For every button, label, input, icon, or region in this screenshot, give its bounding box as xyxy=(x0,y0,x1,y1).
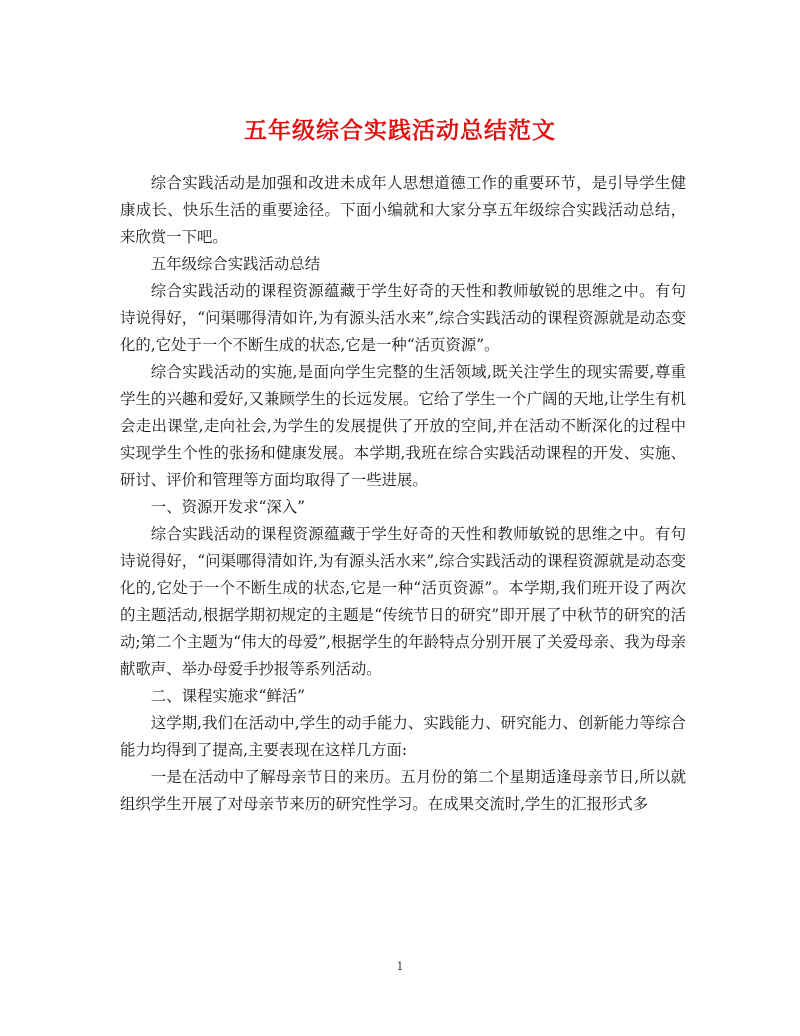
body-paragraph: 这学期,我们在活动中,学生的动手能力、实践能力、研究能力、创新能力等综合能力均得到了提高,主要表现在这样几方面: xyxy=(120,714,686,759)
document-title: 五年级综合实践活动总结范文 xyxy=(244,117,556,144)
body-paragraph: 综合实践活动的课程资源蕴藏于学生好奇的天性和教师敏锐的思维之中。有句诗说得好，“问渠哪得清如许,为有源头活水来”,综合实践活动的课程资源就是动态变化的,它处于一个不断生成的状态,它是一种“活页资源”。本学期,我们班开设了两次的主题活动,根据学期初规定的主题是“传统节日的研究”即开展了中秋节的研究的活动;第二个主题为“伟大的母爱”,根据学生的年龄特点分别开展了关爱母亲、我为母亲献歌声、举办母爱手抄报等系列活动。 xyxy=(120,525,686,678)
body-paragraph: 一是在活动中了解母亲节日的来历。五月份的第二个星期适逢母亲节日,所以就组织学生开展了对母亲节来历的研究性学习。在成果交流时,学生的汇报形式多 xyxy=(120,768,686,813)
section-heading: 二、课程实施求“鲜活” xyxy=(150,687,306,705)
section-heading: 一、资源开发求“深入” xyxy=(150,498,306,516)
body-paragraph: 综合实践活动的课程资源蕴藏于学生好奇的天性和教师敏锐的思维之中。有句诗说得好，“问渠哪得清如许,为有源头活水来”,综合实践活动的课程资源就是动态变化的,它处于一个不断生成的状态,它是一种“活页资源”。 xyxy=(120,282,686,354)
page-number: 1 xyxy=(396,960,404,973)
intro-paragraph: 综合实践活动是加强和改进未成年人思想道德工作的重要环节，是引导学生健康成长、快乐生活的重要途径。下面小编就和大家分享五年级综合实践活动总结，来欣赏一下吧。 xyxy=(120,174,686,246)
document-body xyxy=(120,170,686,818)
body-paragraph: 综合实践活动的实施,是面向学生完整的生活领域,既关注学生的现实需要,尊重学生的兴趣和爱好,又兼顾学生的长远发展。它给了学生一个广阔的天地,让学生有机会走出课堂,走向社会,为学生的发展提供了开放的空间,并在活动不断深化的过程中实现学生个性的张扬和健康发展。本学期,我班在综合实践活动课程的开发、实施、研讨、评价和管理等方面均取得了一些进展。 xyxy=(120,363,686,489)
subtitle-paragraph: 五年级综合实践活动总结 xyxy=(150,255,321,273)
